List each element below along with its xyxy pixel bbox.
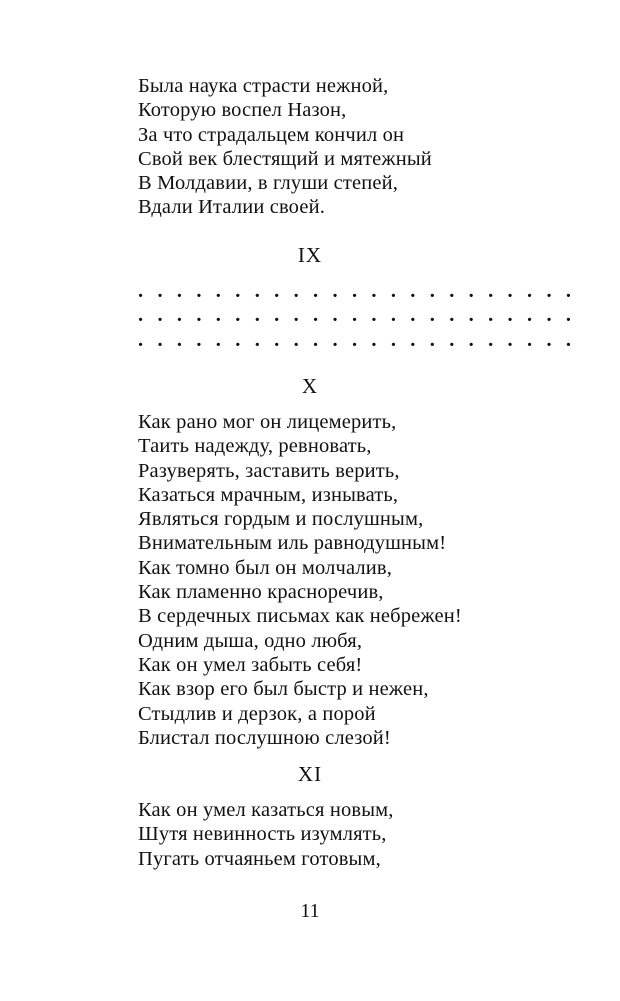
verse-line: Разуверять, заставить верить, — [138, 459, 400, 482]
verse-line: Шутя невинность изумлять, — [138, 823, 387, 846]
stanza-ix-omitted — [138, 279, 578, 352]
verse-line: В сердечных письмах как небрежен! — [138, 605, 462, 628]
verse-line: Как он умел забыть себя! — [138, 653, 363, 676]
verse-line: Была наука страсти нежной, — [138, 75, 389, 97]
omission-dots-line: . . . . . . . . . . . . . . . . . . . . . . . — [138, 280, 576, 302]
stanza-xi — [138, 798, 578, 871]
stanza-heading-xi: XI — [297, 762, 323, 786]
verse-line: Являться гордым и послушным, — [138, 508, 424, 531]
verse-line: Как пламенно красноречив, — [138, 581, 384, 604]
stanza-heading-ix: IX — [297, 243, 323, 267]
verse-line: Стыдлив и дерзок, а порой — [138, 702, 376, 725]
page-number: 11 — [300, 900, 320, 922]
verse-line: За что страдальцем кончил он — [138, 123, 405, 146]
verse-line: Свой век блестящий и мятежный — [138, 147, 432, 170]
omission-dots-line: . . . . . . . . . . . . . . . . . . . . . . . — [138, 328, 576, 351]
verse-line: Вдали Италии своей. — [138, 196, 325, 219]
omission-dots-line: . . . . . . . . . . . . . . . . . . . . . . . — [138, 304, 576, 327]
stanza-viii — [138, 74, 578, 220]
verse-line: Блистал послушною слезой! — [138, 726, 391, 749]
stanza-x — [138, 410, 578, 750]
verse-line: Как взор его был быстр и нежен, — [138, 678, 429, 701]
verse-line: Которую воспел Назон, — [138, 99, 347, 122]
verse-line: В Молдавии, в глуши степей, — [138, 172, 399, 195]
verse-line: Одним дыша, одно любя, — [138, 629, 363, 652]
verse-line: Внимательным иль равнодушным! — [138, 532, 447, 555]
verse-line: Как рано мог он лицемерить, — [138, 411, 397, 433]
verse-line: Как он умел казаться новым, — [138, 799, 394, 821]
verse-line: Казаться мрачным, изнывать, — [138, 483, 399, 506]
stanza-heading-x: X — [301, 374, 319, 398]
verse-line: Пугать отчаяньем готовым, — [138, 847, 381, 870]
verse-line: Как томно был он молчалив, — [138, 556, 393, 579]
verse-line: Таить надежду, ревновать, — [138, 435, 372, 458]
